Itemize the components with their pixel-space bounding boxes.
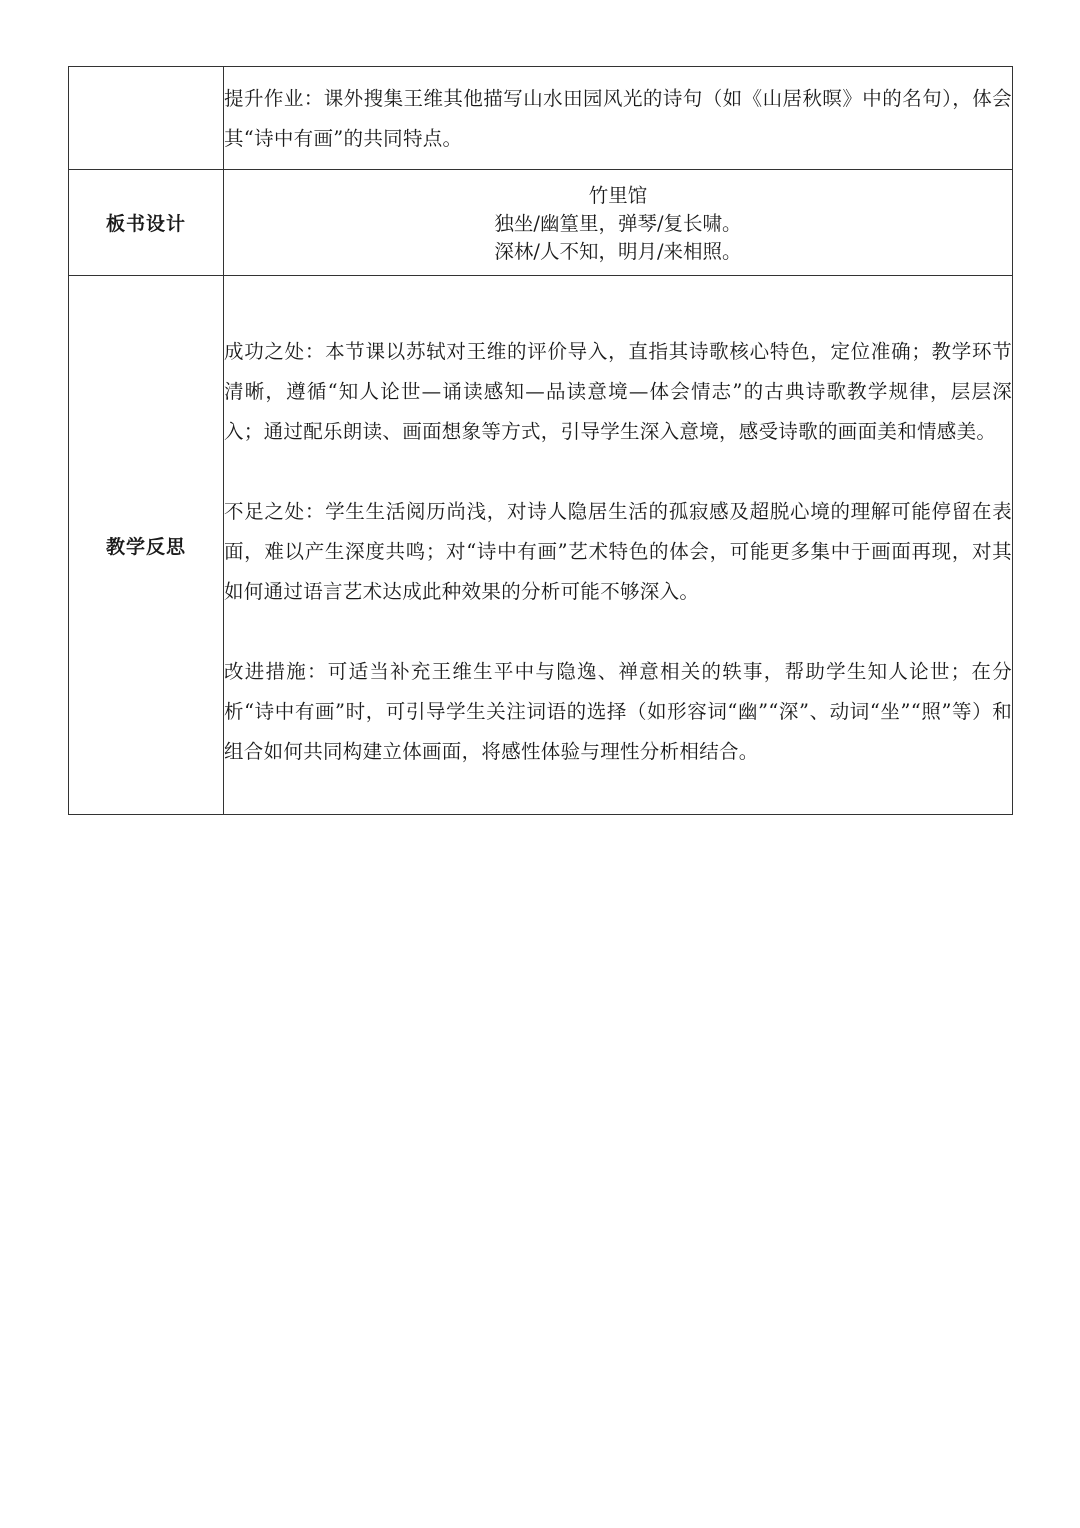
reflection-label: 教学反思	[69, 276, 224, 815]
lesson-plan-table	[68, 66, 1013, 815]
board-design-text	[224, 179, 1012, 266]
board-design-content-cell	[224, 170, 1013, 276]
reflection-success: 成功之处：本节课以苏轼对王维的评价导入，直指其诗歌核心特色，定位准确；教学环节清晰，遵循“知人论世—诵读感知—品读意境—体会情志”的古典诗歌教学规律，层层深入；通过配乐朗读、画面想象等方式，引导学生深入意境，感受诗歌的画面美和情感美。	[224, 340, 1012, 443]
reflection-content-cell	[224, 276, 1013, 815]
homework-text: 提升作业：课外搜集王维其他描写山水田园风光的诗句（如《山居秋暝》中的名句），体会其“诗中有画”的共同特点。	[224, 87, 1012, 150]
poem-line-2: 深林/人不知，明月/来相照。	[494, 240, 742, 263]
poem-line-1: 独坐/幽篁里，弹琴/复长啸。	[494, 212, 742, 235]
poem-title: 竹里馆	[588, 184, 648, 207]
board-design-row	[69, 170, 1013, 276]
homework-row	[69, 67, 1013, 170]
board-design-label: 板书设计	[69, 170, 224, 276]
homework-content-cell	[224, 67, 1013, 170]
reflection-improvements: 改进措施：可适当补充王维生平中与隐逸、禅意相关的轶事，帮助学生知人论世；在分析“诗中有画”时，可引导学生关注词语的选择（如形容词“幽”“深”、动词“坐”“照”等）和组合如何共同构建立体画面，将感性体验与理性分析相结合。	[224, 660, 1012, 763]
reflection-shortcomings: 不足之处：学生生活阅历尚浅，对诗人隐居生活的孤寂感及超脱心境的理解可能停留在表面，难以产生深度共鸣；对“诗中有画”艺术特色的体会，可能更多集中于画面再现，对其如何通过语言艺术达成此种效果的分析可能不够深入。	[224, 500, 1012, 603]
homework-label-cell	[69, 67, 224, 170]
reflection-row	[69, 276, 1013, 815]
